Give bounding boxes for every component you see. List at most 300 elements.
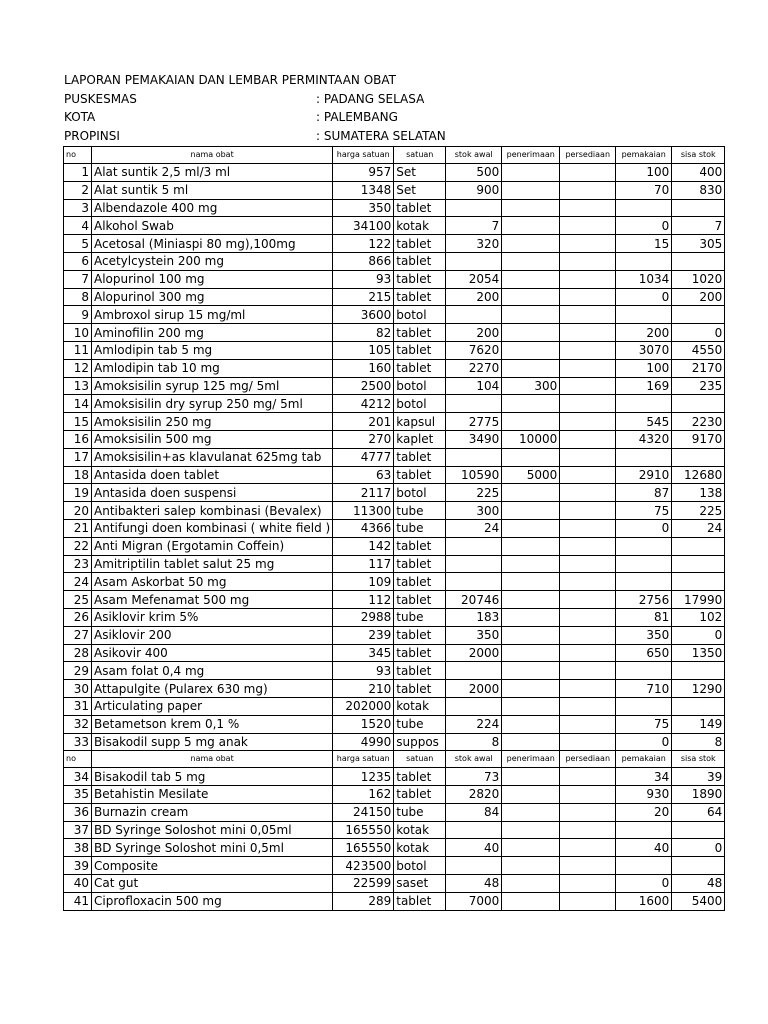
- cell-stok-awal: [446, 555, 502, 573]
- cell-stok-awal: 7: [446, 217, 502, 235]
- cell-nama-obat: Ambroxol sirup 15 mg/ml: [92, 306, 333, 324]
- cell-sisa-stok: 24: [672, 519, 725, 537]
- cell-harga-satuan: 160: [333, 359, 394, 377]
- cell-harga-satuan: 109: [333, 573, 394, 591]
- table-row: [64, 430, 725, 448]
- cell-persediaan: [560, 892, 616, 910]
- table-row: [64, 644, 725, 662]
- cell-harga-satuan: 1520: [333, 715, 394, 733]
- cell-nama-obat: Asam folat 0,4 mg: [92, 662, 333, 680]
- cell-no: 15: [64, 413, 92, 431]
- cell-persediaan: [560, 288, 616, 306]
- column-header-pemakaian: pemakaian: [616, 147, 672, 164]
- cell-nama-obat: Alat suntik 2,5 ml/3 ml: [92, 164, 333, 182]
- cell-persediaan: [560, 199, 616, 217]
- cell-sisa-stok: 48: [672, 875, 725, 893]
- cell-stok-awal: 2000: [446, 680, 502, 698]
- cell-no: 38: [64, 839, 92, 857]
- table-row: [64, 502, 725, 520]
- cell-harga-satuan: 117: [333, 555, 394, 573]
- cell-satuan: tablet: [394, 573, 446, 591]
- cell-pemakaian: 100: [616, 359, 672, 377]
- cell-stok-awal: 500: [446, 164, 502, 182]
- cell-stok-awal: 8: [446, 733, 502, 751]
- column-header-nama-obat: nama obat: [92, 751, 333, 768]
- cell-sisa-stok: 305: [672, 235, 725, 253]
- cell-penerimaan: [502, 359, 560, 377]
- cell-harga-satuan: 1235: [333, 768, 394, 786]
- column-header-row: [64, 147, 725, 164]
- cell-no: 30: [64, 680, 92, 698]
- table-row: [64, 573, 725, 591]
- cell-stok-awal: 2000: [446, 644, 502, 662]
- cell-satuan: botol: [394, 395, 446, 413]
- cell-stok-awal: 73: [446, 768, 502, 786]
- column-header-nama-obat: nama obat: [92, 147, 333, 164]
- cell-persediaan: [560, 839, 616, 857]
- cell-stok-awal: 2775: [446, 413, 502, 431]
- cell-pemakaian: 0: [616, 875, 672, 893]
- table-row: [64, 626, 725, 644]
- cell-sisa-stok: [672, 199, 725, 217]
- cell-no: 11: [64, 341, 92, 359]
- cell-sisa-stok: 400: [672, 164, 725, 182]
- table-row: [64, 803, 725, 821]
- cell-persediaan: [560, 821, 616, 839]
- cell-no: 5: [64, 235, 92, 253]
- cell-penerimaan: [502, 484, 560, 502]
- cell-sisa-stok: [672, 306, 725, 324]
- column-header-penerimaan: penerimaan: [502, 147, 560, 164]
- cell-penerimaan: [502, 217, 560, 235]
- cell-satuan: tube: [394, 519, 446, 537]
- table-row: [64, 875, 725, 893]
- cell-nama-obat: Asiklovir krim 5%: [92, 608, 333, 626]
- cell-nama-obat: Amoksisilin 250 mg: [92, 413, 333, 431]
- cell-nama-obat: Amoksisilin+as klavulanat 625mg tab: [92, 448, 333, 466]
- cell-harga-satuan: 4990: [333, 733, 394, 751]
- cell-sisa-stok: [672, 697, 725, 715]
- cell-harga-satuan: 93: [333, 270, 394, 288]
- cell-no: 19: [64, 484, 92, 502]
- cell-harga-satuan: 105: [333, 341, 394, 359]
- cell-persediaan: [560, 448, 616, 466]
- cell-sisa-stok: 138: [672, 484, 725, 502]
- cell-no: 9: [64, 306, 92, 324]
- cell-pemakaian: [616, 199, 672, 217]
- cell-pemakaian: 4320: [616, 430, 672, 448]
- cell-satuan: kotak: [394, 821, 446, 839]
- cell-sisa-stok: [672, 857, 725, 875]
- puskesmas-label: PUSKESMAS: [64, 92, 137, 106]
- cell-stok-awal: [446, 199, 502, 217]
- cell-sisa-stok: 1350: [672, 644, 725, 662]
- cell-harga-satuan: 4366: [333, 519, 394, 537]
- cell-penerimaan: [502, 448, 560, 466]
- cell-satuan: tablet: [394, 341, 446, 359]
- cell-sisa-stok: [672, 395, 725, 413]
- cell-persediaan: [560, 270, 616, 288]
- cell-stok-awal: [446, 448, 502, 466]
- cell-sisa-stok: 5400: [672, 892, 725, 910]
- cell-satuan: tablet: [394, 680, 446, 698]
- cell-persediaan: [560, 555, 616, 573]
- cell-satuan: tablet: [394, 555, 446, 573]
- cell-nama-obat: Alopurinol 100 mg: [92, 270, 333, 288]
- cell-nama-obat: Antasida doen tablet: [92, 466, 333, 484]
- cell-nama-obat: Albendazole 400 mg: [92, 199, 333, 217]
- cell-satuan: kotak: [394, 839, 446, 857]
- cell-sisa-stok: [672, 555, 725, 573]
- cell-no: 12: [64, 359, 92, 377]
- cell-satuan: tablet: [394, 448, 446, 466]
- cell-harga-satuan: 270: [333, 430, 394, 448]
- cell-harga-satuan: 93: [333, 662, 394, 680]
- cell-harga-satuan: 24150: [333, 803, 394, 821]
- cell-sisa-stok: 12680: [672, 466, 725, 484]
- cell-nama-obat: Cat gut: [92, 875, 333, 893]
- cell-satuan: saset: [394, 875, 446, 893]
- column-header-satuan: satuan: [394, 147, 446, 164]
- cell-harga-satuan: 165550: [333, 839, 394, 857]
- cell-satuan: suppos: [394, 733, 446, 751]
- cell-nama-obat: Amoksisilin syrup 125 mg/ 5ml: [92, 377, 333, 395]
- cell-no: 32: [64, 715, 92, 733]
- column-header-pemakaian: pemakaian: [616, 751, 672, 768]
- cell-sisa-stok: [672, 252, 725, 270]
- cell-stok-awal: 48: [446, 875, 502, 893]
- cell-nama-obat: Amlodipin tab 10 mg: [92, 359, 333, 377]
- cell-nama-obat: Antibakteri salep kombinasi (Bevalex): [92, 502, 333, 520]
- table-row: [64, 555, 725, 573]
- cell-stok-awal: 2270: [446, 359, 502, 377]
- table-row: [64, 466, 725, 484]
- table-row: [64, 306, 725, 324]
- cell-stok-awal: 200: [446, 324, 502, 342]
- cell-satuan: tablet: [394, 786, 446, 804]
- table-row: [64, 217, 725, 235]
- cell-pemakaian: 0: [616, 733, 672, 751]
- cell-persediaan: [560, 164, 616, 182]
- cell-satuan: tablet: [394, 626, 446, 644]
- cell-persediaan: [560, 591, 616, 609]
- cell-sisa-stok: 102: [672, 608, 725, 626]
- cell-stok-awal: 900: [446, 181, 502, 199]
- cell-pemakaian: [616, 252, 672, 270]
- cell-pemakaian: 2910: [616, 466, 672, 484]
- cell-sisa-stok: 64: [672, 803, 725, 821]
- cell-harga-satuan: 202000: [333, 697, 394, 715]
- column-header-harga-satuan: harga satuan: [333, 751, 394, 768]
- table-row: [64, 252, 725, 270]
- cell-persediaan: [560, 733, 616, 751]
- cell-no: 41: [64, 892, 92, 910]
- cell-satuan: Set: [394, 181, 446, 199]
- cell-persediaan: [560, 377, 616, 395]
- cell-no: 13: [64, 377, 92, 395]
- cell-sisa-stok: [672, 573, 725, 591]
- cell-penerimaan: [502, 892, 560, 910]
- cell-stok-awal: 350: [446, 626, 502, 644]
- cell-sisa-stok: 7: [672, 217, 725, 235]
- column-header-sisa-stok: sisa stok: [672, 751, 725, 768]
- cell-persediaan: [560, 644, 616, 662]
- cell-stok-awal: [446, 821, 502, 839]
- cell-stok-awal: 300: [446, 502, 502, 520]
- cell-penerimaan: [502, 839, 560, 857]
- cell-penerimaan: [502, 857, 560, 875]
- cell-stok-awal: 7620: [446, 341, 502, 359]
- cell-penerimaan: [502, 288, 560, 306]
- cell-stok-awal: [446, 306, 502, 324]
- cell-penerimaan: [502, 573, 560, 591]
- cell-satuan: tablet: [394, 235, 446, 253]
- cell-no: 37: [64, 821, 92, 839]
- cell-nama-obat: Asam Askorbat 50 mg: [92, 573, 333, 591]
- cell-persediaan: [560, 803, 616, 821]
- cell-persediaan: [560, 786, 616, 804]
- cell-no: 28: [64, 644, 92, 662]
- table-row: [64, 395, 725, 413]
- cell-harga-satuan: 866: [333, 252, 394, 270]
- cell-no: 2: [64, 181, 92, 199]
- cell-satuan: tablet: [394, 324, 446, 342]
- cell-satuan: tablet: [394, 591, 446, 609]
- cell-pemakaian: 650: [616, 644, 672, 662]
- cell-no: 21: [64, 519, 92, 537]
- cell-penerimaan: [502, 537, 560, 555]
- cell-pemakaian: [616, 537, 672, 555]
- table-row: [64, 768, 725, 786]
- cell-satuan: kaplet: [394, 430, 446, 448]
- table-row: [64, 413, 725, 431]
- cell-no: 29: [64, 662, 92, 680]
- column-header-sisa-stok: sisa stok: [672, 147, 725, 164]
- cell-satuan: botol: [394, 857, 446, 875]
- cell-penerimaan: 300: [502, 377, 560, 395]
- cell-sisa-stok: 225: [672, 502, 725, 520]
- cell-sisa-stok: 2230: [672, 413, 725, 431]
- table-row: [64, 733, 725, 751]
- table-row: [64, 680, 725, 698]
- cell-nama-obat: Alkohol Swab: [92, 217, 333, 235]
- table-row: [64, 164, 725, 182]
- table-row: [64, 839, 725, 857]
- cell-harga-satuan: 11300: [333, 502, 394, 520]
- cell-persediaan: [560, 537, 616, 555]
- cell-sisa-stok: 235: [672, 377, 725, 395]
- cell-sisa-stok: 1890: [672, 786, 725, 804]
- cell-no: 16: [64, 430, 92, 448]
- cell-no: 26: [64, 608, 92, 626]
- table-row: [64, 377, 725, 395]
- cell-penerimaan: [502, 697, 560, 715]
- table-row: [64, 662, 725, 680]
- cell-stok-awal: 10590: [446, 466, 502, 484]
- cell-penerimaan: [502, 875, 560, 893]
- cell-satuan: botol: [394, 377, 446, 395]
- cell-pemakaian: [616, 306, 672, 324]
- cell-sisa-stok: 1290: [672, 680, 725, 698]
- cell-persediaan: [560, 252, 616, 270]
- cell-pemakaian: 15: [616, 235, 672, 253]
- cell-penerimaan: [502, 199, 560, 217]
- cell-stok-awal: 225: [446, 484, 502, 502]
- table-row: [64, 341, 725, 359]
- cell-pemakaian: 1600: [616, 892, 672, 910]
- propinsi-value: : SUMATERA SELATAN: [316, 129, 446, 143]
- cell-stok-awal: [446, 252, 502, 270]
- cell-harga-satuan: 162: [333, 786, 394, 804]
- cell-nama-obat: Bisakodil supp 5 mg anak: [92, 733, 333, 751]
- cell-pemakaian: 1034: [616, 270, 672, 288]
- cell-pemakaian: 75: [616, 715, 672, 733]
- cell-stok-awal: 104: [446, 377, 502, 395]
- cell-persediaan: [560, 519, 616, 537]
- cell-sisa-stok: 0: [672, 324, 725, 342]
- cell-stok-awal: 183: [446, 608, 502, 626]
- cell-penerimaan: [502, 626, 560, 644]
- cell-persediaan: [560, 573, 616, 591]
- cell-stok-awal: 3490: [446, 430, 502, 448]
- cell-satuan: tablet: [394, 199, 446, 217]
- cell-nama-obat: Alat suntik 5 ml: [92, 181, 333, 199]
- cell-stok-awal: [446, 697, 502, 715]
- cell-no: 3: [64, 199, 92, 217]
- cell-stok-awal: 2054: [446, 270, 502, 288]
- cell-pemakaian: [616, 573, 672, 591]
- cell-pemakaian: 87: [616, 484, 672, 502]
- cell-nama-obat: Betametson krem 0,1 %: [92, 715, 333, 733]
- cell-penerimaan: [502, 502, 560, 520]
- cell-pemakaian: 930: [616, 786, 672, 804]
- cell-pemakaian: 34: [616, 768, 672, 786]
- cell-harga-satuan: 142: [333, 537, 394, 555]
- table-row: [64, 235, 725, 253]
- cell-stok-awal: [446, 537, 502, 555]
- cell-nama-obat: Asikovir 400: [92, 644, 333, 662]
- cell-nama-obat: Aminofilin 200 mg: [92, 324, 333, 342]
- cell-no: 8: [64, 288, 92, 306]
- cell-pemakaian: 710: [616, 680, 672, 698]
- cell-harga-satuan: 2117: [333, 484, 394, 502]
- cell-penerimaan: [502, 786, 560, 804]
- cell-penerimaan: [502, 341, 560, 359]
- cell-persediaan: [560, 235, 616, 253]
- cell-nama-obat: Attapulgite (Pularex 630 mg): [92, 680, 333, 698]
- table-row: [64, 786, 725, 804]
- table-row: [64, 715, 725, 733]
- cell-satuan: tablet: [394, 662, 446, 680]
- table-row: [64, 270, 725, 288]
- cell-nama-obat: Alopurinol 300 mg: [92, 288, 333, 306]
- cell-persediaan: [560, 857, 616, 875]
- table-row: [64, 857, 725, 875]
- cell-satuan: Set: [394, 164, 446, 182]
- cell-persediaan: [560, 217, 616, 235]
- column-header-stok-awal: stok awal: [446, 751, 502, 768]
- cell-pemakaian: 169: [616, 377, 672, 395]
- cell-stok-awal: 40: [446, 839, 502, 857]
- cell-satuan: tablet: [394, 359, 446, 377]
- cell-no: 39: [64, 857, 92, 875]
- cell-penerimaan: [502, 519, 560, 537]
- cell-penerimaan: [502, 768, 560, 786]
- cell-harga-satuan: 122: [333, 235, 394, 253]
- column-header-harga-satuan: harga satuan: [333, 147, 394, 164]
- cell-persediaan: [560, 324, 616, 342]
- cell-pemakaian: 2756: [616, 591, 672, 609]
- cell-penerimaan: [502, 324, 560, 342]
- cell-penerimaan: [502, 680, 560, 698]
- cell-satuan: tablet: [394, 270, 446, 288]
- cell-persediaan: [560, 181, 616, 199]
- cell-no: 14: [64, 395, 92, 413]
- column-header-persediaan: persediaan: [560, 751, 616, 768]
- cell-penerimaan: [502, 591, 560, 609]
- cell-harga-satuan: 3600: [333, 306, 394, 324]
- cell-persediaan: [560, 697, 616, 715]
- table-row: [64, 591, 725, 609]
- cell-stok-awal: [446, 857, 502, 875]
- cell-persediaan: [560, 608, 616, 626]
- cell-pemakaian: [616, 395, 672, 413]
- cell-persediaan: [560, 662, 616, 680]
- cell-sisa-stok: 830: [672, 181, 725, 199]
- cell-penerimaan: 5000: [502, 466, 560, 484]
- cell-pemakaian: 545: [616, 413, 672, 431]
- cell-pemakaian: 70: [616, 181, 672, 199]
- cell-harga-satuan: 289: [333, 892, 394, 910]
- cell-nama-obat: Antasida doen suspensi: [92, 484, 333, 502]
- column-header-no: no: [64, 751, 92, 768]
- cell-nama-obat: Acetosal (Miniaspi 80 mg),100mg: [92, 235, 333, 253]
- cell-persediaan: [560, 413, 616, 431]
- propinsi-label: PROPINSI: [64, 129, 120, 143]
- cell-pemakaian: 350: [616, 626, 672, 644]
- medicine-table: [63, 146, 725, 911]
- report-title: LAPORAN PEMAKAIAN DAN LEMBAR PERMINTAAN OBAT: [64, 73, 396, 87]
- cell-no: 31: [64, 697, 92, 715]
- table-row: [64, 324, 725, 342]
- cell-penerimaan: [502, 662, 560, 680]
- cell-pemakaian: [616, 662, 672, 680]
- column-header-penerimaan: penerimaan: [502, 751, 560, 768]
- cell-no: 1: [64, 164, 92, 182]
- cell-persediaan: [560, 484, 616, 502]
- cell-persediaan: [560, 502, 616, 520]
- cell-satuan: tube: [394, 608, 446, 626]
- cell-stok-awal: 320: [446, 235, 502, 253]
- puskesmas-value: : PADANG SELASA: [316, 92, 425, 106]
- cell-nama-obat: Anti Migran (Ergotamin Coffein): [92, 537, 333, 555]
- table-row: [64, 181, 725, 199]
- cell-harga-satuan: 210: [333, 680, 394, 698]
- cell-satuan: tablet: [394, 892, 446, 910]
- column-header-row: [64, 751, 725, 768]
- cell-nama-obat: Asam Mefenamat 500 mg: [92, 591, 333, 609]
- cell-no: 27: [64, 626, 92, 644]
- cell-harga-satuan: 215: [333, 288, 394, 306]
- cell-stok-awal: [446, 573, 502, 591]
- kota-label: KOTA: [64, 110, 96, 124]
- cell-pemakaian: 40: [616, 839, 672, 857]
- cell-penerimaan: [502, 803, 560, 821]
- cell-harga-satuan: 82: [333, 324, 394, 342]
- cell-pemakaian: 0: [616, 519, 672, 537]
- cell-harga-satuan: 22599: [333, 875, 394, 893]
- kota-value: : PALEMBANG: [316, 110, 398, 124]
